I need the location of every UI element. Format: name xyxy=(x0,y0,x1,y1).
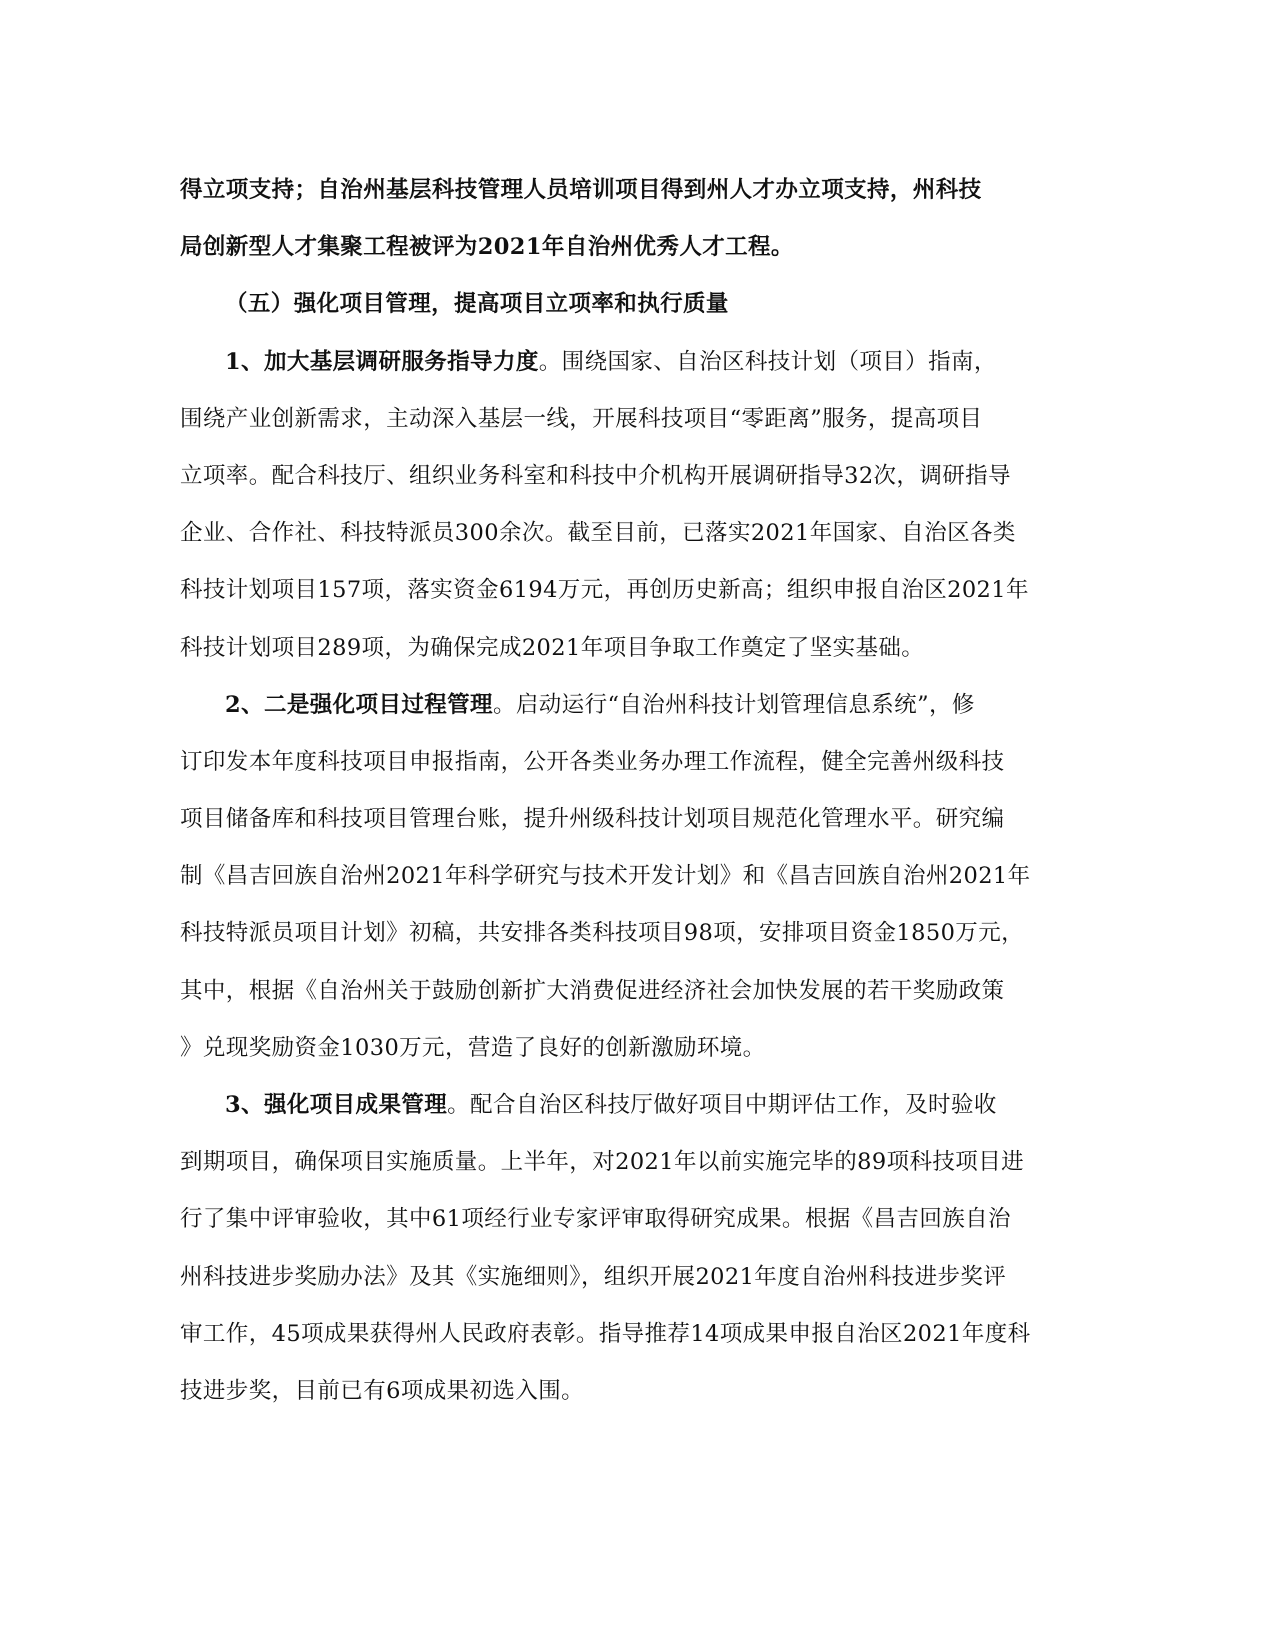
text-line: 制《昌吉回族自治州2021年科学研究与技术开发计划》和《昌吉回族自治州2021年 xyxy=(180,863,1031,890)
text-line: 得立项支持；自治州基层科技管理人员培训项目得到州人才办立项支持，州科技 xyxy=(180,177,982,203)
item-text: 。围绕国家、自治区科技计划（项目）指南， xyxy=(538,348,997,375)
text-line xyxy=(180,1077,1040,1134)
text-line: 审工作，45项成果获得州人民政府表彰。指导推荐14项成果申报自治区2021年度科 xyxy=(180,1320,1031,1347)
text-line: 企业、合作社、科技特派员300余次。截至目前，已落实2021年国家、自治区各类 xyxy=(180,520,1016,547)
item-title: 1、加大基层调研服务指导力度 xyxy=(225,348,539,375)
text-line: 围绕产业创新需求，主动深入基层一线，开展科技项目“零距离”服务，提高项目 xyxy=(180,405,983,432)
text-line: 科技计划项目157项，落实资金6194万元，再创历史新高；组织申报自治区2021年 xyxy=(180,577,1029,604)
document-body xyxy=(180,162,1040,1420)
text-line: 项目储备库和科技项目管理台账，提升州级科技计划项目规范化管理水平。研究编 xyxy=(180,806,1005,833)
text-line: 其中，根据《自治州关于鼓励创新扩大消费促进经济社会加快发展的若干奖励政策 xyxy=(180,977,1005,1004)
text-line: 》兑现奖励资金1030万元，营造了良好的创新激励环境。 xyxy=(180,1034,766,1061)
section-heading: （五）强化项目管理，提高项目立项率和执行质量 xyxy=(225,291,729,318)
item-text: 。启动运行“自治州科技计划管理信息系统”，修 xyxy=(492,691,975,718)
text-line: 局创新型人才集聚工程被评为2021年自治州优秀人才工程。 xyxy=(180,234,794,261)
text-line xyxy=(180,334,1040,391)
text-line: 技进步奖，目前已有6项成果初选入围。 xyxy=(180,1377,585,1404)
text-line: 科技计划项目289项，为确保完成2021年项目争取工作奠定了坚实基础。 xyxy=(180,634,925,661)
text-line: 科技特派员项目计划》初稿，共安排各类科技项目98项，安排项目资金1850万元， xyxy=(180,920,1024,947)
text-line: 立项率。配合科技厅、组织业务科室和科技中介机构开展调研指导32次，调研指导 xyxy=(180,462,1011,489)
text-line: 行了集中评审验收，其中61项经行业专家评审取得研究成果。根据《昌吉回族自治 xyxy=(180,1206,1011,1233)
paragraph-item-3 xyxy=(180,1077,1040,1420)
item-title: 2、二是强化项目过程管理 xyxy=(225,691,493,718)
item-text: 。配合自治区科技厅做好项目中期评估工作，及时验收 xyxy=(447,1092,997,1118)
paragraph-talent-support xyxy=(180,162,1040,276)
item-title: 3、强化项目成果管理 xyxy=(225,1092,448,1118)
text-line: 到期项目，确保项目实施质量。上半年，对2021年以前实施完毕的89项科技项目进 xyxy=(180,1149,1024,1176)
paragraph-item-1 xyxy=(180,334,1040,677)
text-line xyxy=(180,677,1040,734)
paragraph-item-2 xyxy=(180,677,1040,1077)
text-line: 订印发本年度科技项目申报指南，公开各类业务办理工作流程，健全完善州级科技 xyxy=(180,748,1005,775)
text-line: 州科技进步奖励办法》及其《实施细则》，组织开展2021年度自治州科技进步奖评 xyxy=(180,1263,1007,1290)
